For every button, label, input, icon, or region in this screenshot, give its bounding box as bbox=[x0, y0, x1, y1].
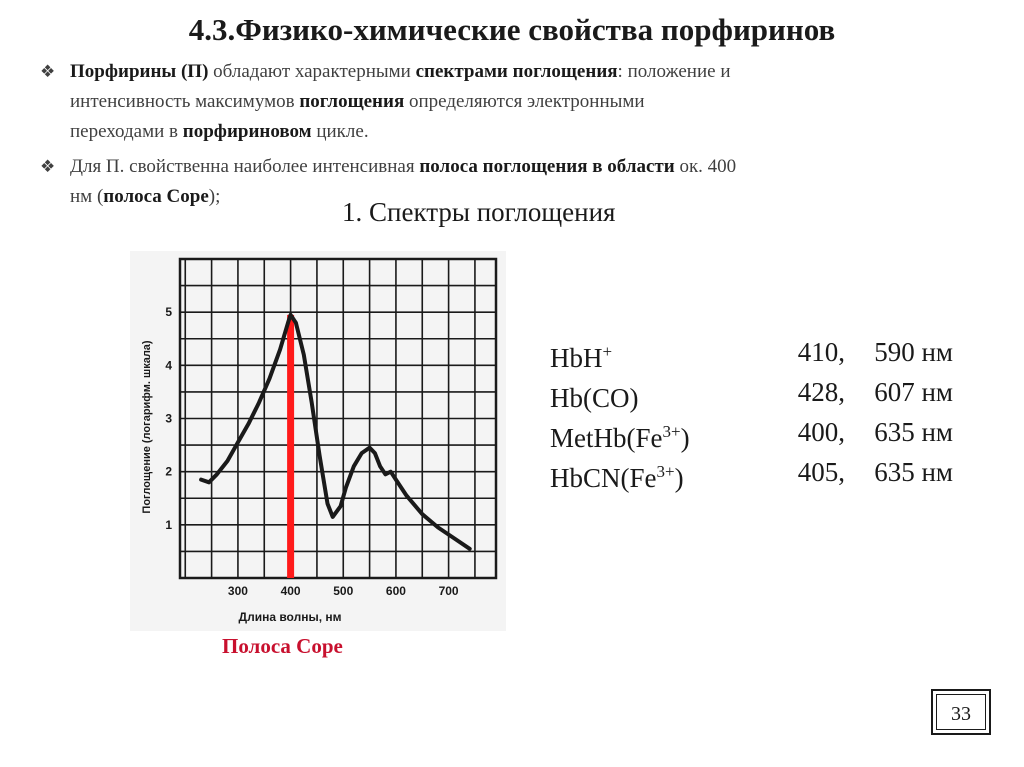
compound-name: $HbCN(Fe^{3+})$ bbox=[550, 462, 684, 493]
diamond-bullet-icon: ❖ bbox=[40, 157, 56, 176]
bullet-1-text: интенсивность максимумов bbox=[70, 91, 300, 112]
bullet-2-text: ); bbox=[208, 186, 221, 207]
peak-value-2: 635 нм bbox=[874, 457, 953, 487]
compound-name: $MetHb(Fe^{3+})$ bbox=[550, 422, 690, 453]
x-tick-label: 600 bbox=[385, 584, 406, 598]
bullet-1-text: обладают характерными bbox=[208, 61, 416, 82]
bullet-1-term: Порфирины (П) bbox=[70, 61, 209, 82]
y-axis-label: Поглощение (логарифм. шкала) bbox=[141, 340, 153, 514]
y-tick-label: 2 bbox=[165, 464, 172, 479]
x-tick-label: 400 bbox=[280, 584, 301, 598]
peak-value-2: 635 нм bbox=[874, 417, 953, 447]
slide-title: 4.3.Физико-химические свойства порфиринов bbox=[188, 12, 836, 47]
compound-name: HbH+ bbox=[550, 342, 613, 373]
diamond-bullet-icon: ❖ bbox=[40, 62, 56, 81]
x-tick-label: 500 bbox=[333, 584, 354, 598]
page-number-box bbox=[931, 689, 991, 735]
bullet-1-text: цикле. bbox=[311, 121, 369, 142]
x-tick-label: 300 bbox=[227, 584, 248, 598]
bullet-1-text: переходами в bbox=[70, 121, 183, 142]
bullet-2-text: нм ( bbox=[70, 186, 104, 207]
absorption-spectrum-chart bbox=[130, 251, 506, 631]
page-number: 33 bbox=[936, 694, 986, 730]
y-tick-label: 4 bbox=[165, 358, 172, 373]
peak-value-1: 400, bbox=[797, 417, 845, 447]
x-axis-label: Длина волны, нм bbox=[238, 610, 342, 624]
peak-value-2: 607 нм bbox=[874, 377, 953, 407]
bullet-2-term: полоса поглощения в области bbox=[419, 156, 675, 177]
bullet-2-text: ок. 400 bbox=[674, 156, 737, 177]
compound-name: Hb(CO) bbox=[550, 383, 639, 413]
peak-value-1: 410, bbox=[797, 337, 845, 367]
bullet-1-text: определяются электронными bbox=[404, 91, 645, 112]
bullet-1-term: порфириновом bbox=[182, 121, 312, 142]
bullet-1-term: спектрами поглощения bbox=[415, 61, 618, 82]
soret-band-caption: Полоса Соре bbox=[222, 634, 343, 658]
section-subtitle: 1. Спектры поглощения bbox=[342, 197, 616, 227]
bullet-porphyrin-spectra bbox=[40, 57, 1000, 147]
y-tick-label: 1 bbox=[165, 517, 172, 532]
y-tick-label: 3 bbox=[165, 411, 172, 426]
peak-value-2: 590 нм bbox=[874, 337, 953, 367]
x-tick-label: 700 bbox=[438, 584, 459, 598]
bullet-1-text: : положение и bbox=[617, 61, 731, 82]
y-tick-label: 5 bbox=[165, 305, 172, 320]
bullet-1-term: поглощения bbox=[299, 91, 405, 112]
bullet-2-term: полоса Соре bbox=[103, 186, 209, 207]
peak-value-1: 405, bbox=[797, 457, 845, 487]
bullet-2-text: Для П. свойственна наиболее интенсивная bbox=[70, 156, 420, 177]
peak-value-1: 428, bbox=[797, 377, 845, 407]
